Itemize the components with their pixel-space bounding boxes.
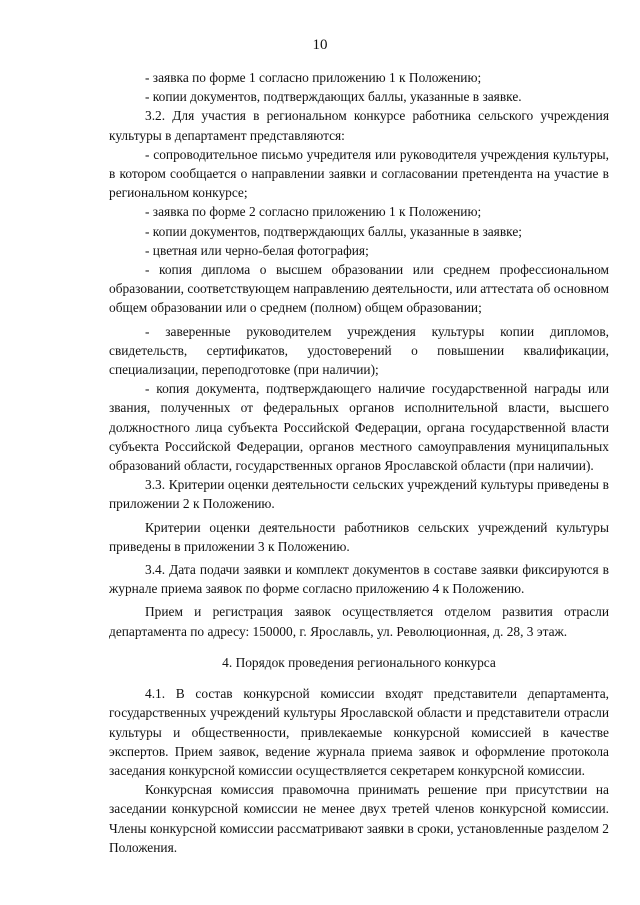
paragraph: - заявка по форме 1 согласно приложению 1 к Положению; xyxy=(145,70,482,85)
paragraph: - заявка по форме 2 согласно приложению 1 к Положению; xyxy=(145,204,482,220)
paragraph: 3.2. Для участия в региональном конкурсе работника сельского учреждения культуры в департамент представляются: xyxy=(109,108,609,143)
paragraph: - заверенные руководителем учреждения культуры копии дипломов, свидетельств, сертификатов, удостоверений о повышении квалификации, специализации, переподготовке (при наличии); xyxy=(109,323,609,378)
paragraph: 4.1. В состав конкурсной комиссии входят представители департамента, государственных учреждений культуры Ярославской области и представители отрасли культуры и общественности, привлекаемые конкурсной комиссией в качестве экспертов. Прием заявок, ведение журнала приема заявок и оформление протокола заседания конкурсной комиссии осуществляется секретарем конкурсной комиссии. xyxy=(109,686,609,778)
paragraph: - копии документов, подтверждающих баллы, указанные в заявке. xyxy=(145,89,522,105)
section-heading: 4. Порядок проведения регионального конкурса xyxy=(222,654,496,670)
paragraph: - цветная или черно-белая фотография; xyxy=(145,242,369,258)
page-number: 10 xyxy=(312,37,328,53)
paragraph: - копии документов, подтверждающих баллы, указанные в заявке; xyxy=(145,223,522,239)
paragraph: - копия документа, подтверждающего наличие государственной награды или звания, полученных от федеральных органов исполнительной власти, высшего должностного лица субъекта Российской Федерации, органа государственной власти субъекта Российской Федерации, органов местного самоуправления муниципальных образований области, государственных органов Ярославской области (при наличии). xyxy=(109,381,609,474)
paragraph: 3.4. Дата подачи заявки и комплект документов в составе заявки фиксируются в журнале приема заявок по форме согласно приложению 4 к Положению. xyxy=(109,562,609,597)
paragraph: Конкурсная комиссия правомочна принимать решение при присутствии на заседании конкурсной комиссии не менее двух третей членов конкурсной комиссии. Члены конкурсной комиссии рассматривают заявки в сроки, установленные разделом 2 Положения. xyxy=(109,782,609,855)
paragraph: - копия диплома о высшем образовании или среднем профессиональном образовании, соответствующем направлению деятельности, или аттестата об основном общем образовании или о среднем (полном) общем образовании; xyxy=(109,262,609,316)
paragraph: - сопроводительное письмо учредителя или руководителя учреждения культуры, в котором сообщается о направлении заявки и согласовании претендента на участие в региональном конкурсе; xyxy=(109,146,609,201)
spacer xyxy=(109,641,609,653)
document-body xyxy=(109,68,609,857)
spacer xyxy=(109,672,609,684)
paragraph: 3.3. Критерии оценки деятельности сельских учреждений культуры приведены в приложении 2 к Положению. xyxy=(109,477,609,512)
paragraph: Прием и регистрация заявок осуществляется отделом развития отрасли департамента по адресу: 150000, г. Ярославль, ул. Революционная, д. 28, 3 этаж. xyxy=(109,604,609,639)
paragraph: Критерии оценки деятельности работников сельских учреждений культуры приведены в приложении 3 к Положению. xyxy=(109,519,609,554)
